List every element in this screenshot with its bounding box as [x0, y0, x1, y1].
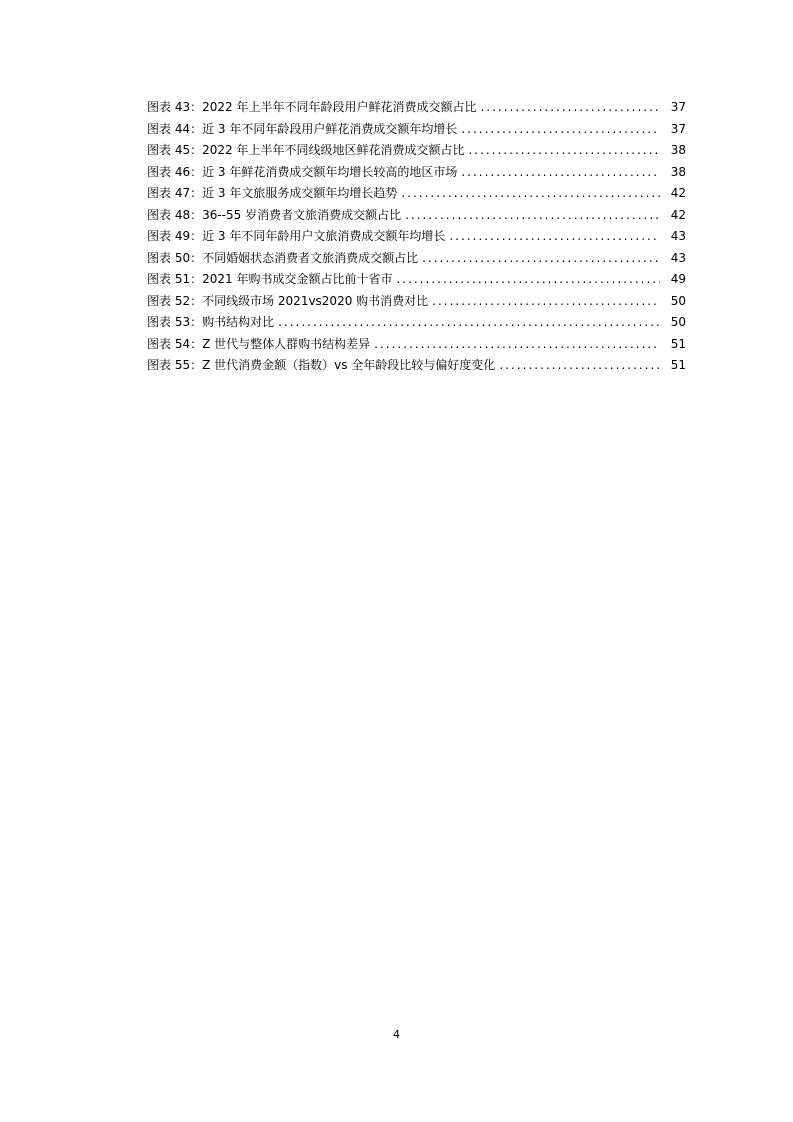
- dot-leader: [278, 312, 660, 334]
- toc-entry[interactable]: [147, 162, 686, 184]
- toc-entry-page: 49: [670, 272, 686, 286]
- toc-entry-title: 近 3 年文旅服务成交额年均增长趋势: [202, 186, 398, 200]
- toc-entry[interactable]: [147, 269, 686, 291]
- toc-entry-page: 42: [670, 207, 686, 222]
- dot-leader: [461, 119, 660, 141]
- toc-entry-page: 50: [670, 315, 686, 329]
- toc-entry[interactable]: [147, 355, 686, 377]
- toc-entry-title: 2022 年上半年不同年龄段用户鲜花消费成交额占比: [202, 100, 477, 114]
- toc-entry-title: 不同线级市场 2021vs2020 购书消费对比: [202, 293, 429, 308]
- toc-entry-page: 38: [670, 164, 686, 179]
- dot-leader: [461, 162, 660, 184]
- toc-entry-label: 图表 46：: [147, 164, 203, 179]
- toc-entry-page: 42: [670, 186, 686, 200]
- toc-entry-label: 图表 51：: [147, 272, 203, 286]
- toc-entry-title: Z 世代消费金额（指数）vs 全年龄段比较与偏好度变化: [202, 358, 496, 372]
- toc-entry[interactable]: [147, 205, 686, 227]
- toc-entry-label: 图表 48：: [147, 207, 203, 222]
- dot-leader: [468, 140, 660, 162]
- toc-entry-title: 36--55 岁消费者文旅消费成交额占比: [202, 207, 402, 222]
- toc-entry-title: 2021 年购书成交金额占比前十省市: [202, 272, 393, 286]
- toc-entry-page: 37: [670, 121, 686, 136]
- toc-entry-title: 不同婚姻状态消费者文旅消费成交额占比: [202, 250, 419, 265]
- dot-leader: [432, 291, 660, 313]
- toc-entry-label: 图表 49：: [147, 229, 203, 243]
- page-number: 4: [393, 1028, 400, 1041]
- toc-entry-label: 图表 52：: [147, 293, 203, 308]
- toc-entry-page: 51: [670, 358, 686, 372]
- dot-leader: [374, 334, 660, 356]
- toc-entry-label: 图表 54：: [147, 336, 203, 351]
- toc-entry-page: 50: [670, 293, 686, 308]
- toc-entry-label: 图表 43：: [147, 100, 203, 114]
- toc-entry-label: 图表 53：: [147, 315, 203, 329]
- dot-leader: [401, 183, 660, 205]
- toc-entry-page: 37: [670, 100, 686, 114]
- toc-entry-page: 51: [670, 336, 686, 351]
- table-of-figures: [147, 97, 686, 377]
- toc-entry-label: 图表 44：: [147, 121, 203, 136]
- toc-entry-label: 图表 47：: [147, 186, 203, 200]
- dot-leader: [499, 355, 660, 377]
- dot-leader: [422, 248, 660, 270]
- toc-entry[interactable]: [147, 140, 686, 162]
- toc-entry-label: 图表 55：: [147, 358, 203, 372]
- toc-entry[interactable]: [147, 334, 686, 356]
- toc-entry-title: 2022 年上半年不同线级地区鲜花消费成交额占比: [202, 143, 465, 157]
- toc-entry-title: 近 3 年鲜花消费成交额年均增长较高的地区市场: [202, 164, 458, 179]
- toc-entry[interactable]: [147, 183, 686, 205]
- toc-entry-label: 图表 50：: [147, 250, 203, 265]
- toc-entry-title: 近 3 年不同年龄段用户鲜花消费成交额年均增长: [202, 121, 458, 136]
- dot-leader: [396, 269, 660, 291]
- dot-leader: [480, 97, 660, 119]
- dot-leader: [405, 205, 660, 227]
- toc-entry-page: 43: [670, 229, 686, 243]
- toc-entry[interactable]: [147, 226, 686, 248]
- toc-entry[interactable]: [147, 312, 686, 334]
- toc-entry-page: 38: [670, 143, 686, 157]
- toc-entry[interactable]: [147, 248, 686, 270]
- toc-entry[interactable]: [147, 119, 686, 141]
- toc-entry-label: 图表 45：: [147, 143, 203, 157]
- dot-leader: [449, 226, 660, 248]
- toc-entry[interactable]: [147, 97, 686, 119]
- toc-entry-page: 43: [670, 250, 686, 265]
- toc-entry-title: 购书结构对比: [202, 315, 275, 329]
- toc-entry[interactable]: [147, 291, 686, 313]
- toc-entry-title: 近 3 年不同年龄用户文旅消费成交额年均增长: [202, 229, 446, 243]
- toc-entry-title: Z 世代与整体人群购书结构差异: [202, 336, 371, 351]
